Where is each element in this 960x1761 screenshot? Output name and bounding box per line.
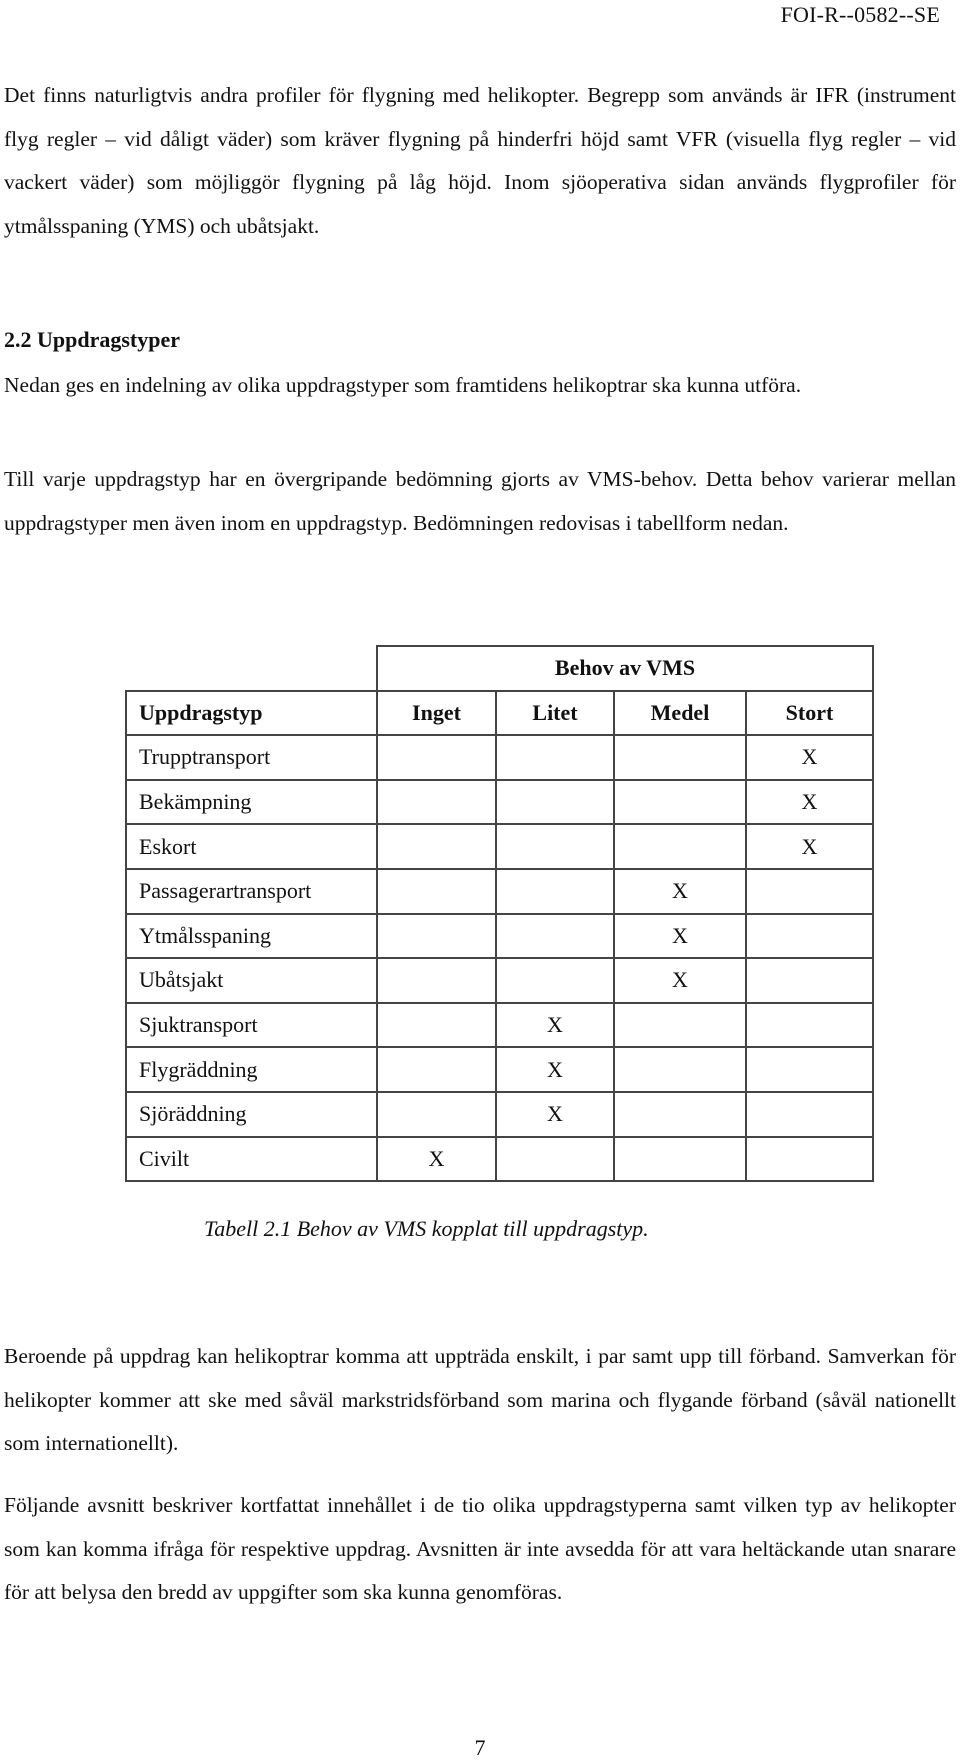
table-row (126, 958, 873, 1003)
table-cell-stort (746, 1137, 873, 1182)
table-cell-litet (496, 735, 614, 780)
table-cell-medel (614, 1092, 746, 1137)
table-cell-stort (746, 1003, 873, 1048)
table-cell-medel (614, 735, 746, 780)
table-cell-stort (746, 914, 873, 959)
table-cell-uppdragstyp: Ytmålsspaning (126, 914, 377, 959)
table-cell-medel: X (614, 958, 746, 1003)
table-cell-uppdragstyp: Passagerartransport (126, 869, 377, 914)
column-header-inget: Inget (377, 691, 496, 736)
table-row (126, 824, 873, 869)
table-row (126, 914, 873, 959)
table-cell-uppdragstyp: Eskort (126, 824, 377, 869)
table-cell-inget (377, 780, 496, 825)
table-cell-uppdragstyp: Civilt (126, 1137, 377, 1182)
paragraph-mission-types-intro: Nedan ges en indelning av olika uppdragstyper som framtidens helikoptrar ska kunna utföra. (4, 373, 802, 397)
table-cell-inget (377, 914, 496, 959)
table-cell-medel (614, 1003, 746, 1048)
table-cell-medel: X (614, 869, 746, 914)
paragraph-vms-assessment: Till varje uppdragstyp har en övergripande bedömning gjorts av VMS-behov. Detta behov varierar mellan uppdragstyper men även inom en uppdragstyp. Bedömningen redovisas i tabellform nedan. (4, 467, 956, 535)
table-cell-inget: X (377, 1137, 496, 1182)
paragraph-following-sections: Följande avsnitt beskriver kortfattat innehållet i de tio olika uppdragstyperna samt vilken typ av helikopter som kan komma ifråga för respektive uppdrag. Avsnitten är inte avsedda för att vara heltäckande utan snarare för att belysa den bredd av uppgifter som ska kunna genomföras. (4, 1493, 956, 1604)
table-cell-uppdragstyp: Ubåtsjakt (126, 958, 377, 1003)
table-cell-litet: X (496, 1003, 614, 1048)
table-cell-medel (614, 780, 746, 825)
table-row (126, 1003, 873, 1048)
table-cell-stort (746, 958, 873, 1003)
table-cell-litet (496, 1137, 614, 1182)
table-cell-uppdragstyp: Trupptransport (126, 735, 377, 780)
table-cell-litet: X (496, 1047, 614, 1092)
table-cell-medel (614, 1137, 746, 1182)
table-corner-blank (126, 646, 377, 691)
table-cell-inget (377, 958, 496, 1003)
table-cell-litet (496, 869, 614, 914)
table-cell-medel (614, 824, 746, 869)
table-row (126, 780, 873, 825)
table-cell-stort: X (746, 824, 873, 869)
table-cell-medel (614, 1047, 746, 1092)
table-cell-inget (377, 1003, 496, 1048)
table-cell-inget (377, 824, 496, 869)
table-cell-inget (377, 1092, 496, 1137)
column-header-litet: Litet (496, 691, 614, 736)
table-row (126, 1092, 873, 1137)
paragraph-flight-profiles: Det finns naturligtvis andra profiler för flygning med helikopter. Begrepp som används är IFR (instrument flyg regler – vid dåligt väder) som kräver flygning på hinderfri höjd samt VFR (visuella flyg regler – vid vackert väder) som möjliggör flygning på låg höjd. Inom sjöoperativa sidan används flygprofiler för ytmålsspaning (YMS) och ubåtsjakt. (4, 83, 956, 238)
table-cell-inget (377, 869, 496, 914)
table-cell-litet: X (496, 1092, 614, 1137)
table-row (126, 735, 873, 780)
table-cell-inget (377, 735, 496, 780)
column-header-stort: Stort (746, 691, 873, 736)
table-cell-uppdragstyp: Sjöräddning (126, 1092, 377, 1137)
table-cell-litet (496, 958, 614, 1003)
table-cell-stort (746, 1092, 873, 1137)
table-cell-stort: X (746, 780, 873, 825)
section-heading: 2.2 Uppdragstyper (4, 327, 181, 352)
table-cell-litet (496, 914, 614, 959)
table-cell-inget (377, 1047, 496, 1092)
table-cell-stort: X (746, 735, 873, 780)
table-row (126, 869, 873, 914)
table-cell-uppdragstyp: Sjuktransport (126, 1003, 377, 1048)
page-number: 7 (474, 1735, 486, 1760)
group-header-behov-av-vms: Behov av VMS (377, 646, 873, 691)
table-cell-litet (496, 824, 614, 869)
vms-need-table (125, 645, 874, 1182)
document-code: FOI-R--0582--SE (780, 2, 940, 27)
table-cell-litet (496, 780, 614, 825)
table-cell-uppdragstyp: Flygräddning (126, 1047, 377, 1092)
table-row (126, 1047, 873, 1092)
table-row (126, 1137, 873, 1182)
table-group-header-row (126, 646, 873, 691)
table-cell-stort (746, 1047, 873, 1092)
column-header-medel: Medel (614, 691, 746, 736)
column-header-uppdragstyp: Uppdragstyp (126, 691, 377, 736)
table-header-row (126, 691, 873, 736)
table-cell-uppdragstyp: Bekämpning (126, 780, 377, 825)
paragraph-cooperation: Beroende på uppdrag kan helikoptrar komma att uppträda enskilt, i par samt upp till förband. Samverkan för helikopter kommer att ske med såväl markstridsförband som marina och flygande förband (såväl nationellt som internationellt). (4, 1344, 956, 1455)
table-cell-medel: X (614, 914, 746, 959)
table-cell-stort (746, 869, 873, 914)
table-caption: Tabell 2.1 Behov av VMS kopplat till uppdragstyp. (204, 1216, 649, 1241)
